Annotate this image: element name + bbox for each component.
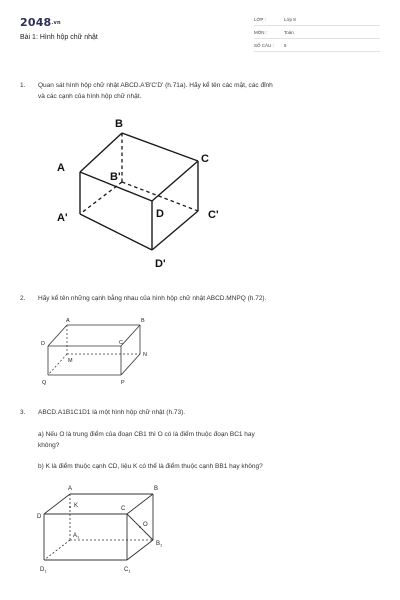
label-letter: C bbox=[124, 567, 129, 573]
question-text: Quan sát hình hộp chữ nhật ABCD.A'B'C'D' (h.71a). Hãy kể tên các mặt, các đỉnh bbox=[38, 82, 273, 89]
vertex-label-C1 bbox=[124, 567, 131, 574]
meta-class-row bbox=[254, 16, 380, 26]
vertex-label-C: C bbox=[119, 340, 123, 346]
question-part-b: b) K là điểm thuộc cạnh CD, liệu K có thể là điểm thuộc cạnh BB1 hay không? bbox=[38, 463, 263, 470]
meta-key: SỐ CÂU : bbox=[254, 43, 274, 48]
vertex-label-P: P bbox=[121, 380, 125, 386]
label-subscript: 1 bbox=[77, 534, 80, 540]
vertex-label-A: A bbox=[68, 486, 73, 492]
vertex-label-B: B bbox=[115, 118, 123, 130]
meta-key: LỚP : bbox=[254, 17, 266, 22]
question-2 bbox=[20, 293, 380, 305]
vertex-label-B1 bbox=[156, 541, 163, 548]
question-number: 3. bbox=[20, 409, 26, 416]
vertex-label-C: C bbox=[121, 506, 126, 512]
question-text: và các cạnh của hình hộp chữ nhật. bbox=[38, 93, 142, 100]
figure-73 bbox=[32, 480, 172, 578]
vertex-label-Q: Q bbox=[42, 380, 47, 386]
question-text: Hãy kể tên những cạnh bằng nhau của hình hộp chữ nhật ABCD.MNPQ (h.72). bbox=[38, 295, 267, 302]
figure-72 bbox=[38, 314, 158, 386]
question-part-a: không? bbox=[38, 442, 60, 449]
vertex-label-M: M bbox=[68, 358, 73, 364]
vertex-label-Aprime: A' bbox=[57, 212, 68, 224]
vertex-label-Dprime: D' bbox=[155, 258, 166, 270]
vertex-label-D: D bbox=[41, 341, 45, 347]
question-number: 2. bbox=[20, 295, 26, 302]
vertex-label-Cprime: C' bbox=[208, 209, 219, 221]
question-3 bbox=[20, 407, 382, 477]
meta-value: Toán bbox=[284, 30, 294, 35]
meta-key: MÔN : bbox=[254, 30, 267, 35]
brand-suffix: .vn bbox=[51, 20, 61, 26]
point-K bbox=[69, 506, 71, 508]
meta-count-row bbox=[254, 42, 380, 52]
doc-title: Bài 1: Hình hộp chữ nhật bbox=[20, 34, 98, 41]
vertex-label-D: D bbox=[156, 208, 164, 220]
brand-main: 2048 bbox=[20, 16, 52, 29]
point-label-K: K bbox=[74, 503, 79, 509]
question-part-a: a) Nếu O là trung điểm của đoạn CB1 thì O có là điểm thuộc đoạn BC1 hay bbox=[38, 431, 255, 438]
vertex-label-D1 bbox=[40, 567, 47, 574]
vertex-label-B: B bbox=[141, 318, 145, 324]
question-1 bbox=[20, 80, 380, 104]
point-O bbox=[139, 526, 141, 528]
vertex-label-Bprime: B' bbox=[110, 171, 121, 183]
vertex-label-D: D bbox=[37, 514, 42, 520]
label-letter: B bbox=[156, 541, 161, 547]
label-letter: A bbox=[73, 533, 78, 539]
figure-71a bbox=[50, 110, 250, 270]
point-label-O: O bbox=[143, 522, 148, 528]
vertex-label-A: A bbox=[57, 162, 65, 174]
vertex-label-B: B bbox=[154, 486, 159, 492]
question-text: ABCD.A1B1C1D1 là một hình hộp chữ nhật (h.73). bbox=[38, 409, 186, 416]
label-letter: D bbox=[40, 567, 45, 573]
meta-value: 5 bbox=[284, 43, 287, 48]
vertex-label-C: C bbox=[201, 153, 209, 165]
vertex-label-A1 bbox=[73, 533, 80, 540]
vertex-label-N: N bbox=[143, 352, 147, 358]
brand-logo[interactable] bbox=[20, 16, 61, 29]
label-subscript: 1 bbox=[44, 568, 47, 574]
label-subscript: 1 bbox=[128, 568, 131, 574]
question-number: 1. bbox=[20, 82, 26, 89]
label-subscript: 1 bbox=[160, 542, 163, 548]
vertex-label-A: A bbox=[66, 318, 70, 324]
meta-subject-row bbox=[254, 29, 380, 39]
meta-value: Lớp 8 bbox=[284, 17, 296, 22]
